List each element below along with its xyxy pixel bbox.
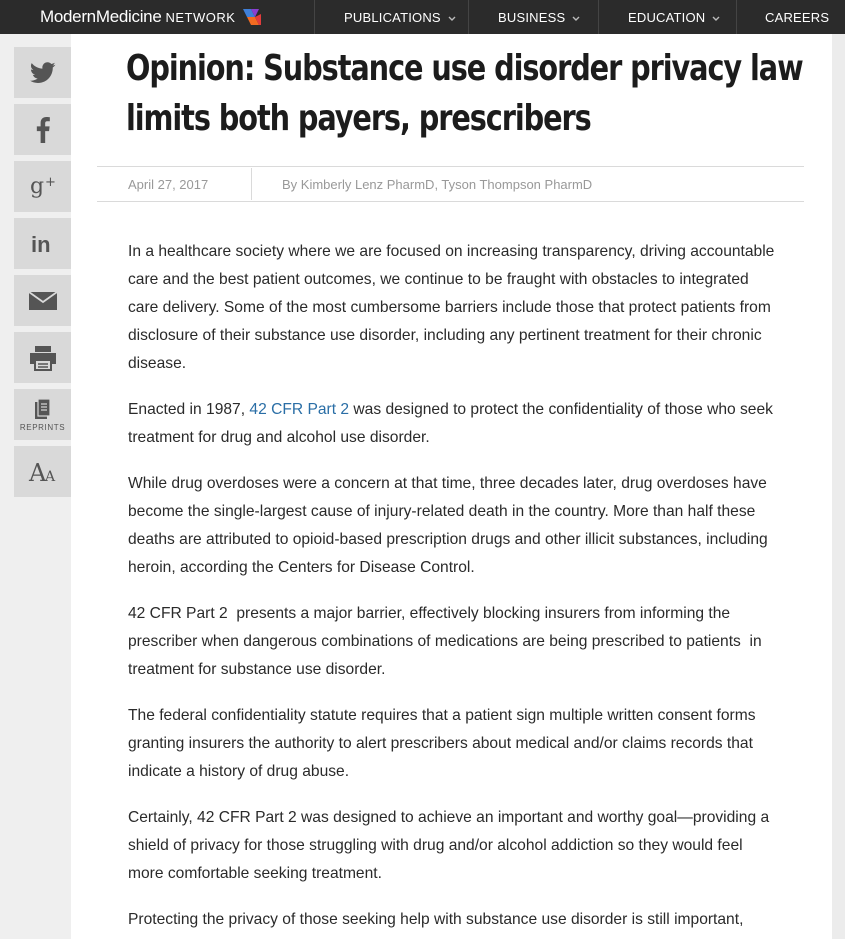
paragraph-5: The federal confidentiality statute requires that a patient sign multiple written consent forms granting insurers the authority to alert prescribers about medical and/or claims records that indicate a history of drug abuse. <box>128 707 756 780</box>
article-byline: By Kimberly Lenz PharmD, Tyson Thompson PharmD <box>282 177 593 192</box>
share-twitter-button[interactable] <box>14 47 71 98</box>
right-gutter <box>832 34 845 939</box>
share-googleplus-button[interactable] <box>14 161 71 212</box>
nav-education-label: EDUCATION <box>628 9 706 25</box>
paragraph-1: In a healthcare society where we are focused on increasing transparency, driving accountable care and the best patient outcomes, we continue to be fraught with obstacles to integrated care delivery. Some of the most cumbersome barriers include those that protect patients from disclosure of their substance use disorder, including any pertinent treatment for their chronic disease. <box>128 243 775 372</box>
cfr-part2-link[interactable]: 42 CFR Part 2 <box>249 401 350 418</box>
paragraph-3: While drug overdoses were a concern at that time, three decades later, drug overdoses have become the single-largest cause of injury-related death in the country. More than half these deaths are attributed to opioid-based prescription drugs and other illicit substances, including heroin, according the Centers for Disease Control. <box>128 475 768 576</box>
print-button[interactable] <box>14 332 71 383</box>
brand-logo[interactable] <box>40 0 263 34</box>
google-plus-icon <box>28 174 58 200</box>
nav-publications[interactable] <box>314 0 468 34</box>
article-title: Opinion: Substance use disorder privacy law limits both payers, prescribers <box>126 48 803 139</box>
meta-separator <box>251 168 252 200</box>
share-email-button[interactable] <box>14 275 71 326</box>
document-copy-icon <box>34 398 52 420</box>
print-icon <box>29 345 57 371</box>
article-body <box>128 238 778 952</box>
share-facebook-button[interactable] <box>14 104 71 155</box>
nav-careers[interactable] <box>736 0 845 34</box>
top-navigation-bar <box>0 0 845 34</box>
svg-text:+: + <box>44 174 56 190</box>
linkedin-icon <box>30 233 56 255</box>
nav-education[interactable] <box>598 0 736 34</box>
brand-network: NETWORK <box>165 9 236 25</box>
paragraph-2-text-end: was designed to protect the confidentiality of those who seek treatment for drug and alcohol use disorder. <box>128 401 773 446</box>
twitter-icon <box>30 62 56 84</box>
meta-divider-top <box>97 166 804 167</box>
share-linkedin-button[interactable] <box>14 218 71 269</box>
text-size-button[interactable] <box>14 446 71 497</box>
brand-mark-icon <box>241 6 263 28</box>
reprints-button[interactable] <box>14 389 71 440</box>
svg-text:in: in <box>30 232 51 255</box>
nav-business-label: BUSINESS <box>498 9 566 25</box>
nav-careers-label: CAREERS <box>765 9 830 25</box>
svg-text:g: g <box>29 173 44 199</box>
nav-business[interactable] <box>468 0 598 34</box>
paragraph-2-text-start: Enacted in 1987, <box>128 401 250 418</box>
facebook-icon <box>36 117 50 143</box>
article-date: April 27, 2017 <box>128 177 209 192</box>
svg-text:A: A <box>28 458 46 485</box>
paragraph-7: Protecting the privacy of those seeking help with substance use disorder is still important, <box>128 911 744 928</box>
svg-text:A: A <box>44 468 55 485</box>
nav-publications-label: PUBLICATIONS <box>344 9 441 25</box>
share-rail <box>0 34 71 939</box>
paragraph-4: 42 CFR Part 2 presents a major barrier, effectively blocking insurers from informing the prescriber when dangerous combinations of medications are being prescribed to patients in treatment for substance use disorder. <box>128 605 766 678</box>
text-size-icon <box>28 459 58 485</box>
paragraph-6: Certainly, 42 CFR Part 2 was designed to achieve an important and worthy goal—providing a shield of privacy for those struggling with drug and/or alcohol addiction so they would feel more comfortable seeking treatment. <box>128 809 770 882</box>
meta-divider-bottom <box>97 201 804 202</box>
reprints-label: REPRINTS <box>19 422 66 432</box>
email-icon <box>28 291 58 311</box>
chevron-down-icon <box>448 10 456 25</box>
paragraph-2 <box>128 396 778 452</box>
chevron-down-icon <box>572 10 580 25</box>
chevron-down-icon <box>712 10 720 25</box>
brand-name: ModernMedicine <box>40 7 162 26</box>
